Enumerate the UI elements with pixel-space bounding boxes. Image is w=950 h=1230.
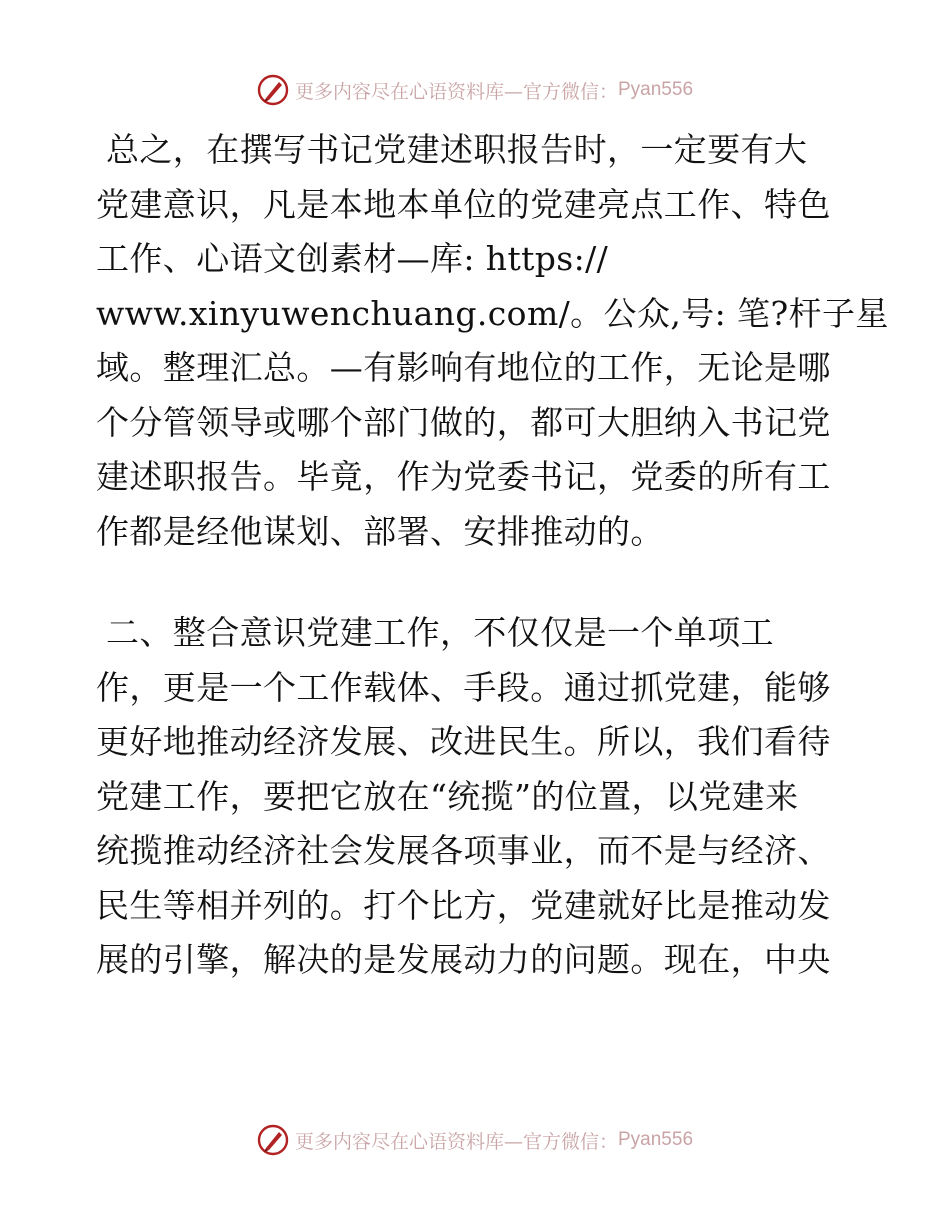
quill-pen-logo-icon	[257, 74, 289, 106]
paragraph-1	[96, 123, 889, 559]
paragraph-2-line: 民生等相并列的。打个比方，党建就好比是推动发	[96, 885, 831, 925]
paragraph-1-line: 域。整理汇总。—有影响有地位的工作，无论是哪	[96, 348, 831, 387]
paragraph-1-line: www.xinyuwenchuang.com/。公众,号: 笔?杆子星	[96, 293, 889, 333]
paragraph-1-line: 总之，在撰写书记党建述职报告时，一定要有大	[106, 130, 808, 169]
header-banner	[0, 70, 950, 110]
paragraph-2-line: 展的引擎，解决的是发展动力的问题。现在，中央	[96, 940, 831, 979]
footer-banner	[0, 1120, 950, 1160]
paragraph-1-line: 党建意识，凡是本地本单位的党建亮点工作、特色	[96, 184, 831, 224]
quill-pen-logo-icon	[257, 1124, 289, 1156]
paragraph-2-line: 党建工作，要把它放在“统揽”的位置，以党建来	[96, 776, 799, 816]
paragraph-2-line: 作，更是一个工作载体、手段。通过抓党建，能够	[96, 667, 831, 707]
footer-banner-wechat-id: Pyan556	[618, 1129, 694, 1150]
footer-banner-wechat-label: 官方微信：	[522, 1130, 618, 1153]
paragraph-1-line: 工作、心语文创素材—库: https://	[96, 239, 609, 278]
footer-banner-text: 更多内容尽在心语资料库—	[294, 1130, 523, 1153]
paragraph-1-line: 建述职报告。毕竟，作为党委书记，党委的所有工	[96, 457, 831, 496]
header-banner-text: 更多内容尽在心语资料库—	[294, 80, 523, 103]
paragraph-2-line: 更好地推动经济发展、改进民生。所以，我们看待	[96, 722, 831, 761]
header-banner-wechat-label: 官方微信：	[522, 80, 618, 103]
paragraph-1-line: 个分管领导或哪个部门做的，都可大胆纳入书记党	[96, 402, 831, 442]
paragraph-1-line: 作都是经他谋划、部署、安排推动的。	[96, 511, 664, 551]
header-banner-wechat-id: Pyan556	[618, 79, 694, 100]
paragraph-2	[96, 606, 856, 988]
paragraph-2-line: 二、整合意识党建工作，不仅仅是一个单项工	[106, 613, 774, 652]
paragraph-2-line: 统揽推动经济社会发展各项事业，而不是与经济、	[96, 831, 831, 870]
